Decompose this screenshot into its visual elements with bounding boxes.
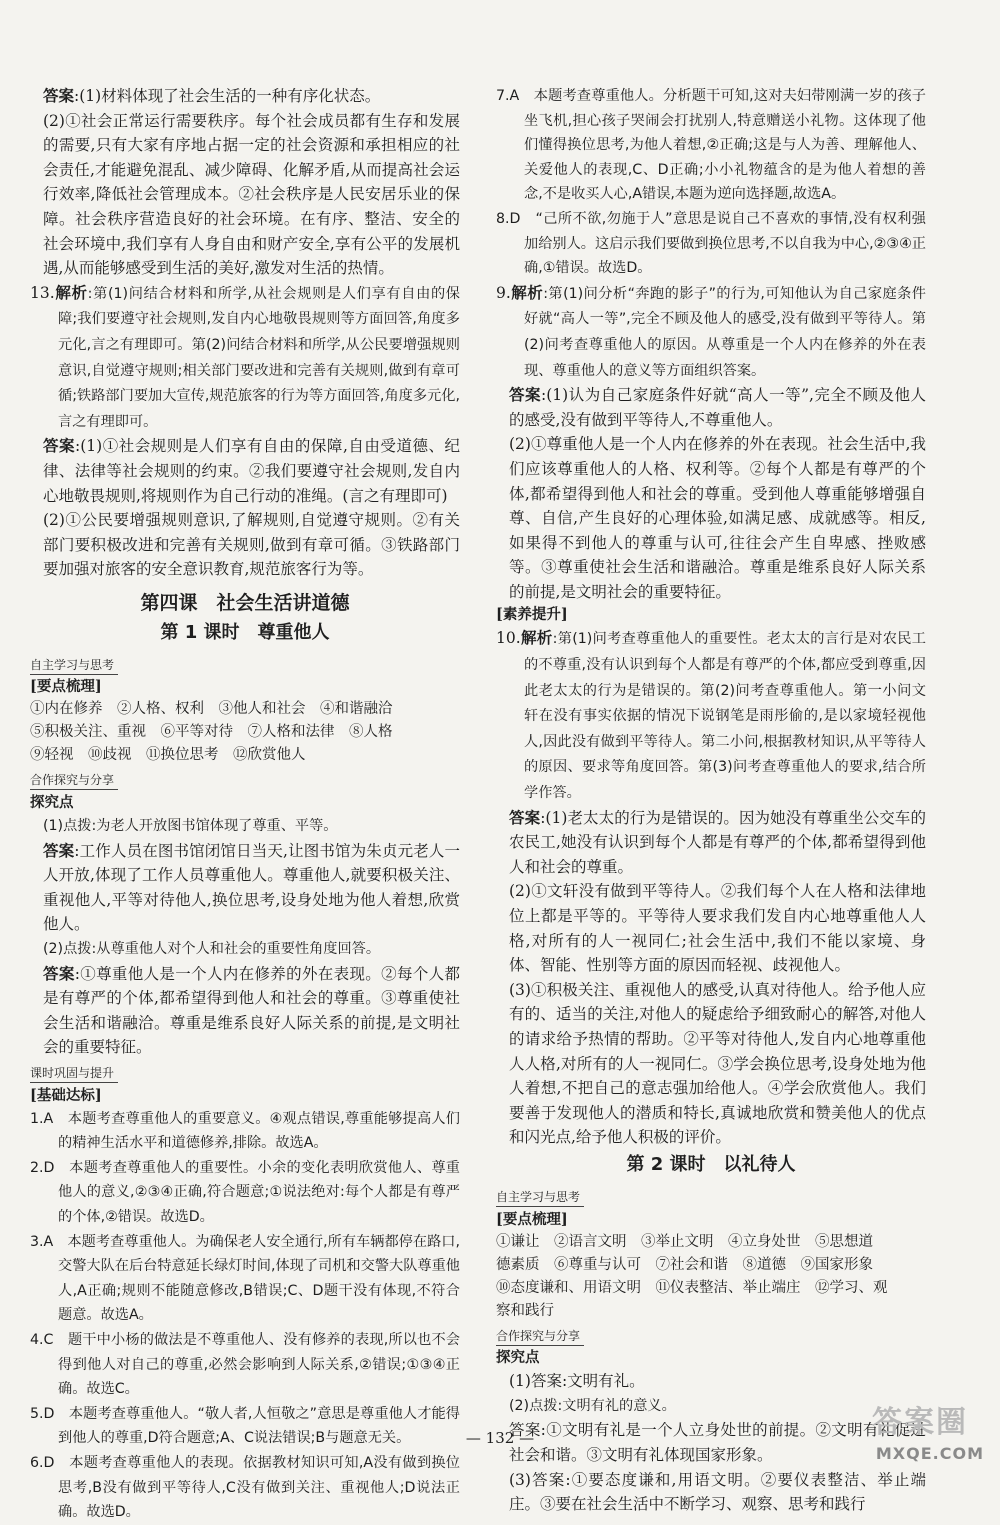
key-points-line: 德素质 ⑥尊重与认可 ⑦社会和谐 ⑧道德 ⑨国家形象 bbox=[496, 1256, 873, 1273]
literacy-heading: [素养提升] bbox=[496, 606, 568, 624]
q9-answer: 答案:(1)认为自己家庭条件好就“高人一等”,完全不顾及他人的感受,没有做到平等待人,不尊重他人。 bbox=[509, 385, 926, 429]
watermark-logo: 答案圈 bbox=[872, 1405, 968, 1440]
section-consolidate: 课时巩固与提升 bbox=[30, 1064, 118, 1083]
watermark-site: MXQE.COM bbox=[875, 1444, 984, 1463]
q10-answer-part2: (2)①文轩没有做到平等待人。②我们每个人在人格和法律地位上都是平等的。平等待人要求我们发自内心地尊重他人人格,对所有的人一视同仁;社会生活中,我们不能以家境、身体、智能、性别等方面的原因而轻视、歧视他人。 bbox=[509, 882, 926, 975]
explore2-answer: 答案:①文明有礼是一个人立身处世的前提。②文明有礼促进社会和谐。③文明有礼体现国家形象。 bbox=[509, 1421, 926, 1464]
explore-heading: 探究点 bbox=[496, 1349, 540, 1367]
q10-analysis: 10.解析:第(1)问考查尊重他人的重要性。老太太的言行是对农民工的不尊重,没有认识到每个人都是有尊严的个体,都应受到尊重,因此老太太的行为是错误的。第(2)问考查尊重他人。第一小问文轩在没有事实依据的情况下说钢笔是雨彤偷的,是以家境轻视他人,因此没有做到平等待人。第二小问,根据教材知识,从平等待人的原因、要求等角度回答。第(3)问考查尊重他人的要求,结合所学作答。 bbox=[496, 628, 926, 802]
question-item: 3.A 本题考查尊重他人。为确保老人安全通行,所有车辆都停在路口,交警大队在后台特意延长绿灯时间,体现了司机和交警大队尊重他人,A正确;规则不能随意修改,B错误;C、D题干没有体现,不符合题意。故选A。 bbox=[30, 1233, 460, 1324]
explore2-hint: (2)点拨:从尊重他人对个人和社会的重要性角度回答。 bbox=[43, 941, 381, 958]
q10-answer-part3: (3)①积极关注、重视他人的感受,认真对待他人。给予他人应有的、适当的关注,对他人的疑虑给予细致耐心的解答,对他人的请求给予热情的帮助。②平等对待他人,发自内心地尊重他人人格,对所有的人一视同仁。③学会换位思考,设身处地为他人着想,不把自己的意志强加给他人。④学会欣赏他人。我们要善于发现他人的潜质和特长,真诚地欣赏和赞美他人的优点和闪光点,给予他人积极的评价。 bbox=[509, 980, 926, 1147]
key-points-line: ⑩态度谦和、用语文明 ⑪仪表整洁、举止端庄 ⑫学习、观 bbox=[496, 1279, 888, 1296]
answer-label: 答案 bbox=[43, 86, 75, 105]
section-cooperation: 合作探究与分享 bbox=[30, 771, 118, 790]
watermark bbox=[804, 1397, 994, 1467]
left-column bbox=[30, 84, 460, 1525]
lesson2-title: 第 2 课时 以礼待人 bbox=[626, 1153, 796, 1175]
explore-heading: 探究点 bbox=[30, 794, 74, 812]
question-item: 1.A 本题考查尊重他人的重要意义。④观点错误,尊重能够提高人们的精神生活水平和道德修养,排除。故选A。 bbox=[30, 1110, 460, 1152]
q12-answer: 答案:(1)材料体现了社会生活的一种有序化状态。 bbox=[43, 86, 381, 105]
q13-answer-part2: (2)①公民要增强规则意识,了解规则,自觉遵守规则。②有关部门要积极改进和完善有关规则,做到有章可循。③铁路部门要加强对旅客的安全意识教育,规范旅客行为等。 bbox=[43, 511, 460, 579]
explore1-hint: (1)点拨:为老人开放图书馆体现了尊重、平等。 bbox=[43, 818, 338, 835]
question-item: 6.D 本题考查尊重他人的表现。依据教材知识可知,A没有做到换位思考,B没有做到平等待人,C没有做到关注、重视他人;D说法正确。故选D。 bbox=[30, 1454, 460, 1521]
key-points-line: ①内在修养 ②人格、权利 ③他人和社会 ④和谐融洽 bbox=[30, 701, 393, 718]
q12-answer-part2: (2)①社会正常运行需要秩序。每个社会成员都有生存和发展的需要,只有大家有序地占据一定的社会资源和承担相应的社会责任,才能避免混乱、减少障碍、化解矛盾,从而提高社会运行效率,降低社会管理成本。②社会秩序是人民安居乐业的保障。社会秩序营造良好的社会环境。在有序、整洁、安全的社会环境中,我们享有人身自由和财产安全,享有公平的发展机遇,从而能够感受到生活的美好,激发对生活的热情。 bbox=[43, 111, 460, 278]
q13-analysis: 13.解析:第(1)问结合材料和所学,从社会规则是人们享有自由的保障;我们要遵守社会规则,发自内心地敬畏规则等方面回答,角度多元化,言之有理即可。第(2)问结合材料和所学,从公民要增强规则意识,自觉遵守规则;相关部门要改进和完善有关规则,做到有章可循;铁路部门要加大宣传,规范旅客的行为等方面回答,角度多元化,言之有理即可。 bbox=[30, 282, 460, 430]
section-self-study: 自主学习与思考 bbox=[30, 656, 118, 675]
explore2-hint: (2)点拨:文明有礼的意义。 bbox=[509, 1397, 676, 1414]
question-item: 8.D “己所不欲,勿施于人”意思是说自己不喜欢的事情,没有权利强加给别人。这启示我们要做到换位思考,不以自我为中心,②③④正确,①错误。故选D。 bbox=[496, 210, 926, 277]
key-points-line: ①谦让 ②语言文明 ③举止文明 ④立身处世 ⑤思想道 bbox=[496, 1233, 873, 1250]
explore2-answer: 答案:①尊重他人是一个人内在修养的外在表现。②每个人都是有尊严的个体,都希望得到他人和社会的尊重。③尊重使社会生活和谐融洽。尊重是维系良好人际关系的前提,是文明社会的重要特征。 bbox=[43, 963, 460, 1057]
question-item: 2.D 本题考查尊重他人的重要性。小余的变化表明欣赏他人、尊重他人的意义,②③④正确,符合题意;①说法绝对:每个人都是有尊严的个体,②错误。故选D。 bbox=[30, 1159, 460, 1225]
question-item: 5.D 本题考查尊重他人。“敬人者,人恒敬之”意思是尊重他人才能得到他人的尊重,D符合题意;A、C说法错误;B与题意无关。 bbox=[30, 1405, 460, 1447]
lesson1-title: 第 1 课时 尊重他人 bbox=[160, 621, 330, 643]
right-column bbox=[496, 84, 926, 1517]
basic-heading: [基础达标] bbox=[30, 1086, 102, 1104]
q9-answer-part2: (2)①尊重他人是一个人内在修养的外在表现。社会生活中,我们应该尊重他人的人格、权利等。②每个人都是有尊严的个体,都希望得到他人和社会的尊重。受到他人尊重能够增强自尊、自信,产生良好的心理体验,如满足感、成就感等。相反,如果得不到他人的尊重与认可,往往会产生自卑感、挫败感等。③尊重使社会生活和谐融洽。尊重是维系良好人际关系的前提,是文明社会的重要特征。 bbox=[509, 435, 926, 601]
chapter-title: 第四课 社会生活讲道德 bbox=[140, 591, 350, 614]
q10-answer: 答案:(1)老太太的行为是错误的。因为她没有尊重坐公交车的农民工,她没有认识到每个人都是有尊严的个体,都希望得到他人和社会的尊重。 bbox=[509, 807, 926, 876]
key-points-line: ⑤积极关注、重视 ⑥平等对待 ⑦人格和法律 ⑧人格 bbox=[30, 724, 393, 741]
explore1-answer: 答案:工作人员在图书馆闭馆日当天,让图书馆为朱贞元老人一人开放,体现了工作人员尊重他人。尊重他人,就要积极关注、重视他人,平等对待他人,换位思考,设身处地为他人着想,欣赏他人。 bbox=[43, 840, 460, 934]
q9-analysis: 9.解析:第(1)问分析“奔跑的影子”的行为,可知他认为自己家庭条件好就“高人一等”,完全不顾及他人的感受,没有做到平等待人。第(2)问考查尊重他人的原因。从尊重是一个人内在修养的外在表现、尊重他人的意义等方面组织答案。 bbox=[496, 282, 926, 379]
page-number: — 132 — bbox=[465, 1429, 535, 1447]
question-item: 4.C 题干中小杨的做法是不尊重他人、没有修养的表现,所以也不会得到他人对自己的尊重,必然会影响到人际关系,②错误;①③④正确。故选C。 bbox=[30, 1331, 460, 1398]
key-points-line: 察和践行 bbox=[496, 1302, 554, 1319]
section-self-study: 自主学习与思考 bbox=[496, 1188, 584, 1207]
section-cooperation: 合作探究与分享 bbox=[496, 1327, 584, 1346]
q13-answer: 答案:(1)①社会规则是人们享有自由的保障,自由受道德、纪律、法律等社会规则的约束。②我们要遵守社会规则,发自内心地敬畏规则,将规则作为自己行动的准绳。(言之有理即可) bbox=[43, 436, 460, 505]
key-points-line: ⑨轻视 ⑩歧视 ⑪换位思考 ⑫欣赏他人 bbox=[30, 747, 306, 764]
explore3-answer: (3)答案:①要态度谦和,用语文明。②要仪表整洁、举止端庄。③要在社会生活中不断学习、观察、思考和践行 bbox=[509, 1470, 926, 1514]
key-points-heading: [要点梳理] bbox=[30, 678, 102, 696]
key-points-heading: [要点梳理] bbox=[496, 1210, 568, 1228]
explore1-answer: (1)答案:文明有礼。 bbox=[509, 1372, 645, 1391]
question-item: 7.A 本题考查尊重他人。分析题干可知,这对夫妇带刚满一岁的孩子坐飞机,担心孩子哭闹会打扰别人,特意赠送小礼物。这体现了他们懂得换位思考,为他人着想,②正确;这是与人为善、理解他人、关爱他人的表现,C、D正确;小小礼物蕴含的是为他人着想的善念,不是收买人心,A错误,本题为逆向选择题,故选A。 bbox=[496, 88, 926, 203]
